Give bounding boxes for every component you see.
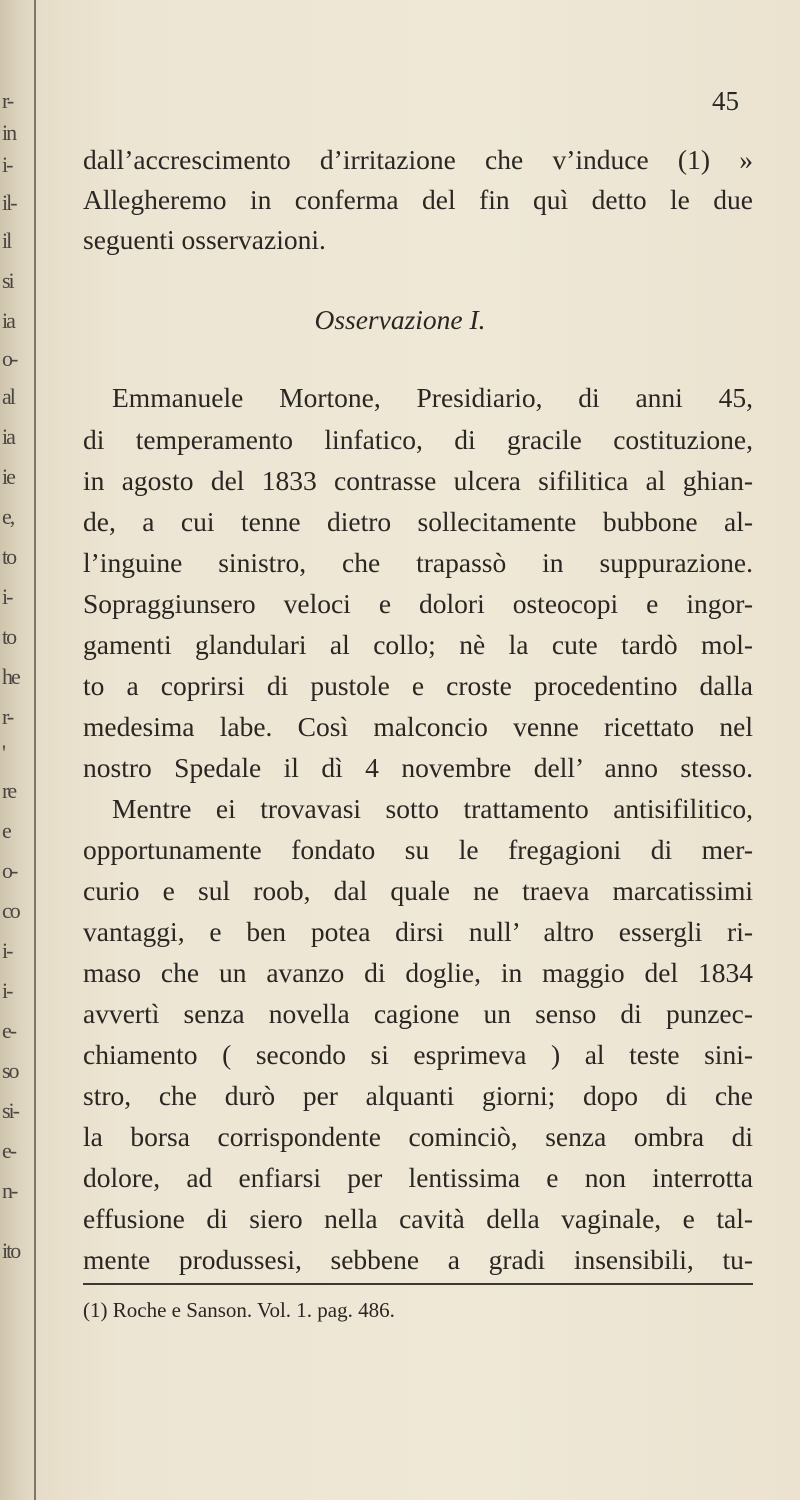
gutter-fragment: i- [2,584,12,609]
body-line: Mentre ei trovavasi sotto trattamento antisifilitico, [112,793,753,824]
intro-line: Allegheremo in conferma del fin quì detto le due [83,184,753,215]
body-line: mente produssesi, sebbene a gradi insensibili, tu- [83,1244,753,1275]
body-line: Emmanuele Mortone, Presidiario, di anni 45, [112,382,753,413]
gutter-fragment: re [2,778,16,803]
body-line: opportunamente fondato su le fregagioni di mer- [83,834,753,865]
gutter-fragment: al [2,384,14,409]
intro-line: dall’accrescimento d’irritazione che v’induce (1) » [83,144,753,175]
body-line: la borsa corrispondente cominciò, senza ombra di [83,1121,753,1152]
gutter-fragment: he [2,664,19,689]
body-line: de, a cui tenne dietro sollecitamente bubbone al- [83,506,753,537]
page-number: 45 [712,86,739,116]
gutter-fragment: to [2,544,16,569]
body-line: nostro Spedale il dì 4 novembre dell’ anno stesso. [83,752,753,783]
gutter-fragment: i- [2,938,12,963]
gutter-fragment: si [2,268,13,293]
gutter-fragment: si- [2,1098,18,1123]
gutter-fragment: in [2,120,16,145]
gutter-fragment: e- [2,1138,16,1163]
gutter-fragment: r- [2,88,13,113]
body-line: curio e sul roob, dal quale ne traeva marcatissimi [83,875,753,906]
gutter-fragment: to [2,624,16,649]
gutter-fragment: ia [2,424,14,449]
body-line: in agosto del 1833 contrasse ulcera sifilitica al ghian- [83,465,753,496]
gutter-fragment: so [2,1058,18,1083]
body-line: Sopraggiunsero veloci e dolori osteocopi e ingor- [83,588,753,619]
gutter-fragment: il- [2,190,16,215]
gutter-fragment: o- [2,346,17,371]
gutter-fragment: r- [2,704,13,729]
body-line: effusione di siero nella cavità della vaginale, e tal- [83,1203,753,1234]
gutter-fragment: i- [2,978,12,1003]
gutter-fragment: e, [2,504,14,529]
body-line: l’inguine sinistro, che trapassò in suppurazione. [83,547,753,578]
gutter-fragment: e [2,818,10,843]
gutter-fragment: ' [2,740,4,765]
gutter-fragment: i- [2,152,12,177]
intro-line: seguenti osservazioni. [83,224,326,255]
gutter-fragment: e- [2,1018,16,1043]
body-line: di temperamento linfatico, di gracile costituzione, [83,424,753,455]
footnote: (1) Roche e Sanson. Vol. 1. pag. 486. [83,1298,395,1322]
body-line: medesima labe. Così malconcio venne ricettato nel [83,711,753,742]
body-line: gamenti glandulari al collo; nè la cute tardò mol- [83,629,753,660]
observation-heading: Osservazione I. [314,304,486,335]
body-line: vantaggi, e ben potea dirsi null’ altro essergli ri- [83,916,753,947]
gutter-fragment: co [2,898,19,923]
gutter-fragment: o- [2,858,17,883]
body-line: maso che un avanzo di doglie, in maggio del 1834 [83,957,753,988]
body-line: stro, che durò per alquanti giorni; dopo di che [83,1080,753,1111]
gutter-fragment: ito [2,1238,20,1263]
gutter-fragment: il [2,228,11,253]
footnote-rule [83,1283,753,1285]
facing-page-edge [0,0,36,1500]
body-line: to a coprirsi di pustole e croste procedentino dalla [83,670,753,701]
gutter-fragment: ie [2,464,14,489]
body-line: avvertì senza novella cagione un senso di punzec- [83,998,753,1029]
body-line: chiamento ( secondo si esprimeva ) al teste sini- [83,1039,753,1070]
body-line: dolore, ad enfiarsi per lentissima e non interrotta [83,1162,753,1193]
gutter-fragment: n- [2,1178,17,1203]
gutter-fragment: ia [2,308,14,333]
